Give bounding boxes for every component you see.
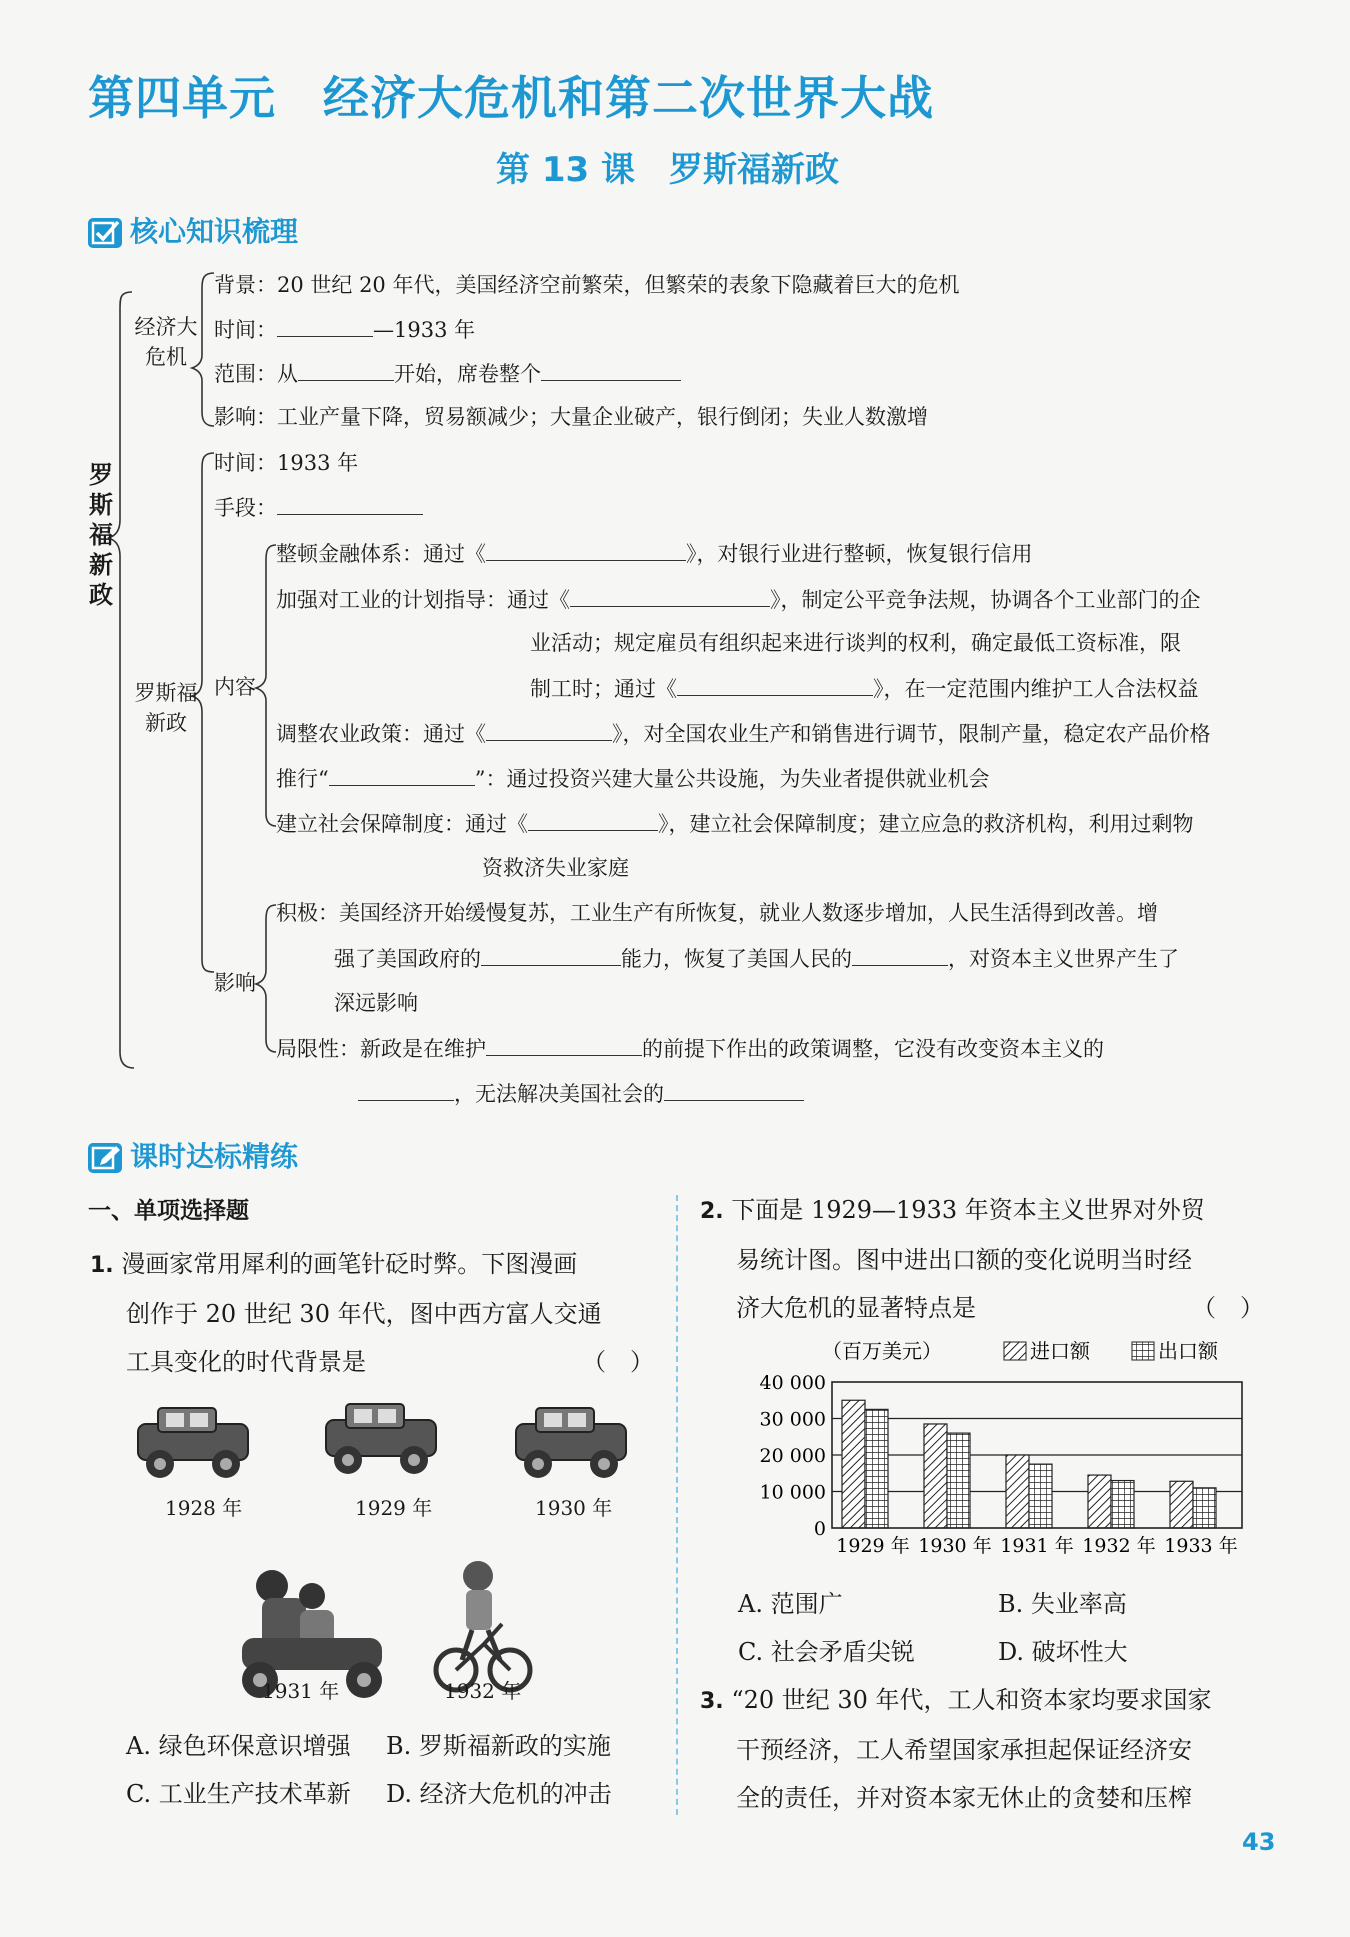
bar-export bbox=[865, 1409, 888, 1528]
car-1928-icon bbox=[138, 1408, 248, 1478]
bar-export bbox=[1111, 1481, 1134, 1528]
blank-maintain[interactable] bbox=[486, 1033, 642, 1056]
trade-chart bbox=[740, 1332, 1260, 1572]
y-tick-label: 30 000 bbox=[759, 1408, 826, 1431]
car-1930-icon bbox=[516, 1408, 626, 1478]
bar-import bbox=[1170, 1481, 1193, 1528]
crisis-time: 时间： —1933 年 bbox=[214, 314, 475, 345]
q1-option-c[interactable]: C. 工业生产技术革新 bbox=[126, 1780, 351, 1808]
bar-import bbox=[1006, 1455, 1029, 1528]
q2-line-3: 济大危机的显著特点是 bbox=[736, 1294, 976, 1322]
blank-labor-act[interactable] bbox=[677, 673, 873, 696]
agriculture-line: 调整农业政策：通过《 》，对全国农业生产和销售进行调节，限制产量，稳定农产品价格 bbox=[276, 718, 1211, 749]
content-label: 内容 bbox=[214, 675, 256, 699]
section-practice bbox=[88, 1135, 298, 1175]
blank-essence[interactable] bbox=[358, 1078, 454, 1101]
bar-import bbox=[924, 1424, 947, 1528]
question-1 bbox=[90, 1240, 660, 1386]
q1-number: 1. bbox=[90, 1253, 114, 1278]
part-title: 一、单项选择题 bbox=[88, 1198, 249, 1224]
q3-line-3: 全的责任，并对资本家无休止的贪婪和压榨 bbox=[736, 1784, 1192, 1812]
pencil-icon bbox=[88, 1143, 122, 1173]
impact-label: 影响 bbox=[214, 971, 256, 995]
q1-line-2: 创作于 20 世纪 30 年代，图中西方富人交通 bbox=[126, 1300, 602, 1328]
positive-line-1: 积极：美国经济开始缓慢复苏，工业生产有所恢复，就业人数逐步增加，人民生活得到改善。增 bbox=[276, 901, 1158, 925]
positive-line-2: 强了美国政府的 能力，恢复了美国人民的 ，对资本主义世界产生了 bbox=[334, 943, 1179, 974]
x-tick-label: 1931 年 bbox=[1000, 1535, 1074, 1557]
q2-answer-paren[interactable]: （ ） bbox=[1192, 1294, 1264, 1322]
social-line-2: 资救济失业家庭 bbox=[482, 856, 629, 880]
newdeal-label: 罗斯福新政 bbox=[134, 681, 198, 735]
blank-agri-act[interactable] bbox=[486, 718, 612, 741]
blank-social-act[interactable] bbox=[528, 808, 658, 831]
legend-import-label: 进口额 bbox=[1030, 1339, 1090, 1363]
limitation-line-2: ，无法解决美国社会的 bbox=[358, 1078, 804, 1109]
finance-line: 整顿金融体系：通过《 》，对银行业进行整顿，恢复银行信用 bbox=[276, 538, 1033, 569]
question-3 bbox=[700, 1676, 1270, 1822]
question-2 bbox=[700, 1186, 1270, 1332]
q3-line-1: “20 世纪 30 年代，工人和资本家均要求国家 bbox=[731, 1686, 1212, 1714]
newdeal-means: 手段： bbox=[214, 492, 423, 523]
legend-export-label: 出口额 bbox=[1158, 1339, 1218, 1363]
q2-option-a[interactable]: A. 范围广 bbox=[738, 1590, 843, 1618]
y-tick-label: 10 000 bbox=[759, 1481, 826, 1504]
q1-cartoon bbox=[122, 1398, 642, 1708]
section-core-knowledge-title: 核心知识梳理 bbox=[130, 215, 299, 248]
crisis-background: 背景：20 世纪 20 年代，美国经济空前繁荣，但繁荣的表象下隐藏着巨大的危机 bbox=[214, 273, 960, 297]
bar-export bbox=[1029, 1464, 1052, 1528]
q1-option-d[interactable]: D. 经济大危机的冲击 bbox=[386, 1780, 612, 1808]
work-relief-line: 推行“ ”：通过投资兴建大量公共设施，为失业者提供就业机会 bbox=[276, 763, 989, 794]
positive-line-3: 深远影响 bbox=[334, 991, 418, 1015]
page-number: 43 bbox=[1242, 1828, 1276, 1856]
q1-option-a[interactable]: A. 绿色环保意识增强 bbox=[126, 1732, 351, 1760]
section-practice-title: 课时达标精练 bbox=[130, 1140, 299, 1173]
lesson-title: 第 13 课 罗斯福新政 bbox=[496, 150, 839, 190]
blank-finance-act[interactable] bbox=[486, 538, 686, 561]
chart-yticks bbox=[760, 1372, 826, 1540]
industry-line-3: 制工时；通过《 》，在一定范围内维护工人合法权益 bbox=[530, 673, 1199, 704]
q2-line-2: 易统计图。图中进出口额的变化说明当时经 bbox=[736, 1246, 1192, 1274]
crisis-scope: 范围：从 开始，席卷整个 bbox=[214, 358, 681, 389]
year-1932: 1932 年 bbox=[444, 1679, 522, 1703]
blank-confidence[interactable] bbox=[852, 943, 948, 966]
year-1930: 1930 年 bbox=[535, 1496, 613, 1520]
column-divider bbox=[676, 1195, 678, 1815]
blank-crisis-scope[interactable] bbox=[541, 358, 681, 381]
bar-import bbox=[1088, 1475, 1111, 1528]
blank-gov-ability[interactable] bbox=[481, 943, 621, 966]
year-1928: 1928 年 bbox=[165, 1496, 243, 1520]
blank-means[interactable] bbox=[277, 492, 423, 515]
industry-line-2: 业活动；规定雇员有组织起来进行谈判的权利，确定最低工资标准，限 bbox=[530, 631, 1181, 655]
x-tick-label: 1929 年 bbox=[836, 1535, 910, 1557]
q1-option-b[interactable]: B. 罗斯福新政的实施 bbox=[386, 1732, 611, 1760]
legend-import-swatch bbox=[1004, 1342, 1026, 1360]
q1-line-3: 工具变化的时代背景是 bbox=[126, 1348, 366, 1376]
q2-number: 2. bbox=[700, 1199, 724, 1224]
q1-line-1: 漫画家常用犀利的画笔针砭时弊。下图漫画 bbox=[121, 1250, 578, 1278]
chart-ylabel: （百万美元） bbox=[822, 1339, 942, 1363]
limitation-line-1: 局限性：新政是在维护 的前提下作出的政策调整，它没有改变资本主义的 bbox=[276, 1033, 1104, 1064]
chart-bars bbox=[842, 1400, 1216, 1528]
crisis-label: 经济大危机 bbox=[134, 315, 198, 369]
x-tick-label: 1932 年 bbox=[1082, 1535, 1156, 1557]
bar-import bbox=[842, 1400, 865, 1528]
y-tick-label: 40 000 bbox=[759, 1372, 826, 1394]
bicycle-rider-icon bbox=[436, 1561, 530, 1690]
unit-title: 第四单元 经济大危机和第二次世界大战 bbox=[88, 71, 934, 125]
industry-line-1: 加强对工业的计划指导：通过《 》，制定公平竞争法规，协调各个工业部门的企 bbox=[276, 584, 1201, 615]
bar-export bbox=[947, 1433, 970, 1528]
q2-line-1: 下面是 1929—1933 年资本主义世界对外贸 bbox=[731, 1196, 1205, 1224]
x-tick-label: 1933 年 bbox=[1164, 1535, 1238, 1557]
q2-option-d[interactable]: D. 破坏性大 bbox=[998, 1638, 1128, 1666]
bar-export bbox=[1193, 1488, 1216, 1528]
newdeal-time: 时间：1933 年 bbox=[214, 451, 359, 475]
root-label: 罗斯福新政 bbox=[89, 460, 113, 609]
car-1929-icon bbox=[326, 1404, 436, 1474]
q1-answer-paren[interactable]: （ ） bbox=[582, 1348, 654, 1376]
crisis-impact: 影响：工业产量下降，贸易额减少；大量企业破产，银行倒闭；失业人数激增 bbox=[214, 405, 928, 429]
q2-option-b[interactable]: B. 失业率高 bbox=[998, 1590, 1127, 1618]
blank-work-relief[interactable] bbox=[329, 763, 475, 786]
social-line-1: 建立社会保障制度：通过《 》，建立社会保障制度；建立应急的救济机构，利用过剩物 bbox=[276, 808, 1194, 839]
q3-line-2: 干预经济，工人希望国家承担起保证经济安 bbox=[736, 1736, 1192, 1764]
x-tick-label: 1930 年 bbox=[918, 1535, 992, 1557]
blank-problem[interactable] bbox=[664, 1078, 804, 1101]
q2-option-c[interactable]: C. 社会矛盾尖锐 bbox=[738, 1638, 915, 1666]
y-tick-label: 20 000 bbox=[759, 1445, 826, 1467]
chart-xticks bbox=[836, 1535, 1237, 1557]
blank-crisis-origin[interactable] bbox=[298, 358, 394, 381]
y-tick-label: 0 bbox=[813, 1518, 826, 1540]
year-1931: 1931 年 bbox=[262, 1679, 340, 1703]
blank-industry-act[interactable] bbox=[570, 584, 770, 607]
year-1929: 1929 年 bbox=[355, 1496, 433, 1520]
blank-crisis-start[interactable] bbox=[277, 314, 373, 337]
q3-number: 3. bbox=[700, 1689, 724, 1714]
legend-export-swatch bbox=[1132, 1342, 1154, 1360]
